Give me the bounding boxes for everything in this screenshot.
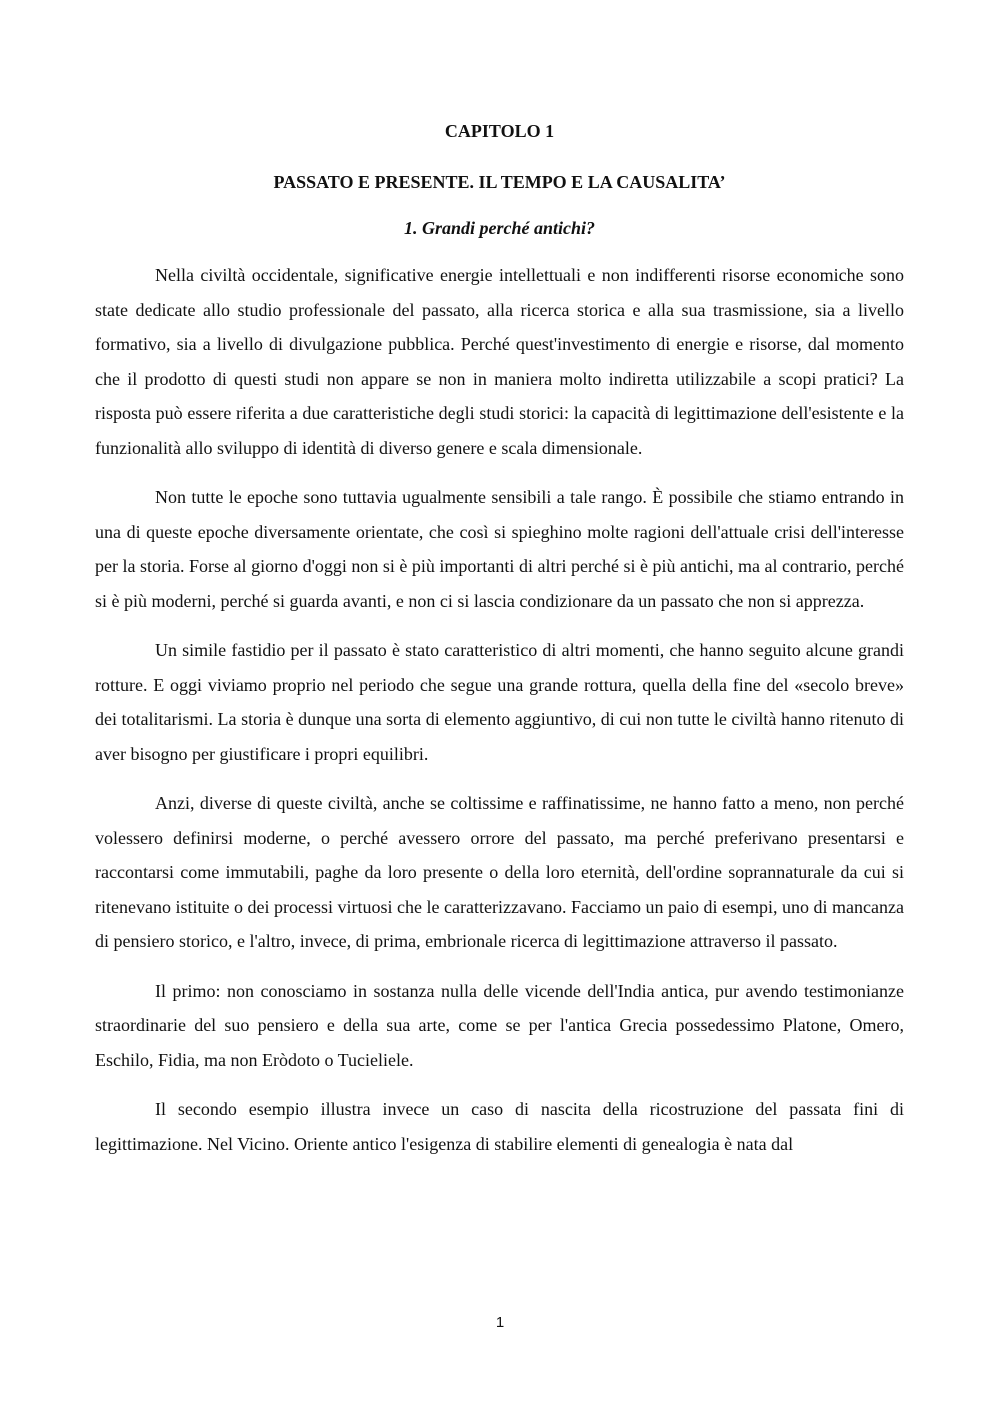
paragraph: Il primo: non conosciamo in sostanza nulla delle vicende dell'India antica, pur avendo testimonianze straordinarie del suo pensiero e della sua arte, come se per l'antica Grecia possedessimo Platone, Omero, Eschilo, Fidia, ma non Eròdoto o Tucieliele. — [95, 980, 904, 1070]
paragraph: Nella civiltà occidentale, significative energie intellettuali e non indifferenti risorse economiche sono state dedicate allo studio professionale del passato, alla ricerca storica e alla sua trasmissione, sia a livello formativo, sia a livello di divulgazione pubblica. Perché quest'investimento di energie e risorse, dal momento che il prodotto di questi studi non appare se non in maniera molto indiretta utilizzabile a scopi pratici? La risposta può essere riferita a due caratteristiche degli studi storici: la capacità di legittimazione dell'esistente e la funzionalità allo sviluppo di identità di diverso genere e scala dimensionale. — [95, 265, 904, 458]
paragraph: Anzi, diverse di queste civiltà, anche se coltissime e raffinatissime, ne hanno fatto a meno, non perché volessero definirsi moderne, o perché avessero orrore del passato, ma perché preferivano presentarsi e raccontarsi come immutabili, paghe da loro presente o della loro eternità, dell'ordine soprannaturale da cui si ritenevano istituite o dei processi virtuosi che le caratterizzavano. Facciamo un paio di esempi, uno di mancanza di pensiero storico, e l'altro, invece, di prima, embrionale ricerca di legittimazione attraverso il passato. — [95, 793, 904, 951]
chapter-title: PASSATO E PRESENTE. IL TEMPO E LA CAUSALITA’ — [273, 172, 726, 192]
section-heading: 1. Grandi perché antichi? — [403, 218, 595, 238]
paragraph: Un simile fastidio per il passato è stato caratteristico di altri momenti, che hanno seguito alcune grandi rotture. E oggi viviamo proprio nel periodo che segue una grande rottura, quella della fine del «secolo breve» dei totalitarismi. La storia è dunque una sorta di elemento aggiuntivo, di cui non tutte le civiltà hanno ritenuto di aver bisogno per giustificare i propri equilibri. — [95, 640, 904, 764]
chapter-label: CAPITOLO 1 — [444, 121, 555, 141]
paragraph: Non tutte le epoche sono tuttavia ugualmente sensibili a tale rango. È possibile che stiamo entrando in una di queste epoche diversamente orientate, che così si spieghino molte ragioni dell'attuale crisi dell'interesse per la storia. Forse al giorno d'oggi non si è più importanti di altri perché si è più antichi, ma al contrario, perché si è più moderni, perché si guarda avanti, e non ci si lascia condizionare da un passato che non si apprezza. — [95, 487, 904, 611]
body-text — [95, 258, 904, 1176]
paragraph: Il secondo esempio illustra invece un caso di nascita della ricostruzione del passata fini di legittimazione. Nel Vicino. Oriente antico l'esigenza di stabilire elementi di genealogia è nata dal — [95, 1099, 904, 1154]
page-number: 1 — [495, 1314, 505, 1331]
